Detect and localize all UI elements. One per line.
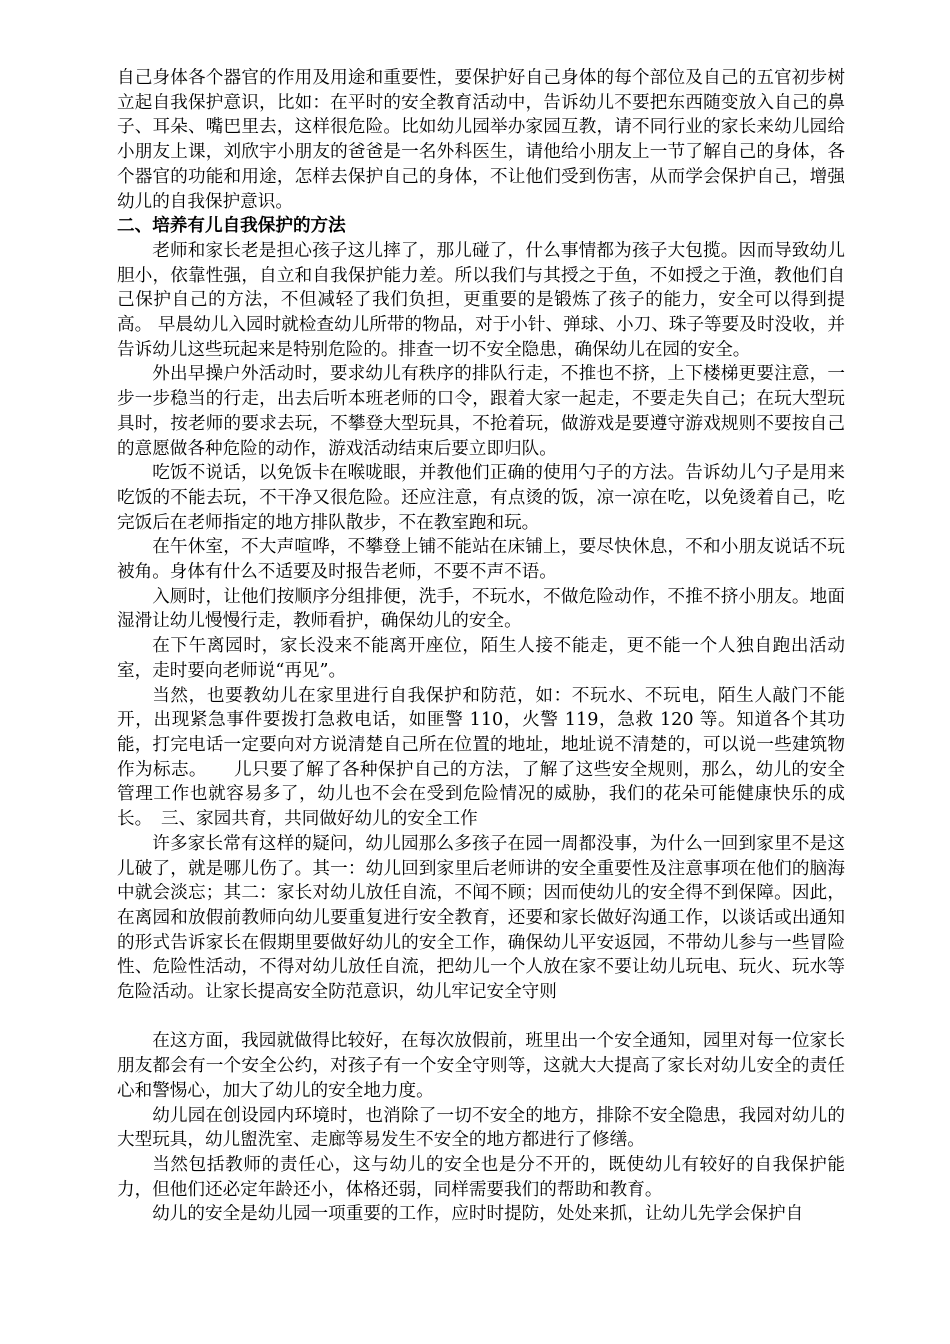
paragraph-mealtime: 吃饭不说话，以免饭卡在喉咙眼，并教他们正确的使用勺子的方法。告诉幼儿勺子是用来吃饭的不能去玩，不干净又很危险。还应注意，有点烫的饭，凉一凉在吃，以免烫着自己，吃完饭后在老师指定的地方排队散步，不在教室跑和玩。	[117, 463, 845, 533]
paragraph-environment: 幼儿园在创设园内环境时，也消除了一切不安全的地方，排除不安全隐患，我园对幼儿的大型玩具，幼儿盥洗室、走廊等易发生不安全的地方都进行了修缮。	[117, 1105, 845, 1151]
paragraph-parents-questions: 许多家长常有这样的疑问，幼儿园那么多孩子在园一周都没事，为什么一回到家里不是这儿破了，就是哪儿伤了。其一：幼儿回到家里后老师讲的安全重要性及注意事项在他们的脑海中就会淡忘；其二：家长对幼儿放任自流，不闻不顾；因而使幼儿的安全得不到保障。因此，在离园和放假前教师向幼儿要重复进行安全教育，还要和家长做好沟通工作，以谈话或出通知的形式告诉家长在假期里要做好幼儿的安全工作，确保幼儿平安返园，不带幼儿参与一些冒险性、危险性活动，不得对幼儿放任自流，把幼儿一个人放在家不要让幼儿玩电、玩火、玩水等危险活动。让家长提高安全防范意识，幼儿牢记安全守则	[117, 833, 845, 1003]
paragraph-safety-notice: 在这方面，我园就做得比较好，在每次放假前，班里出一个安全通知，园里对每一位家长朋友都会有一个安全公约，对孩子有一个安全守则等，这就大大提高了家长对幼儿安全的责任心和警惕心，加大了幼儿的安全地力度。	[117, 1031, 845, 1101]
paragraph-outdoor-activity: 外出早操户外活动时，要求幼儿有秩序的排队行走，不推也不挤，上下楼梯更要注意，一步一步稳当的行走，出去后听本班老师的口令，跟着大家一起走，不要走失自己；在玩大型玩具时，按老师的要求去玩，不攀登大型玩具，不抢着玩，做游戏是要遵守游戏规则不要按自己的意愿做各种危险的动作，游戏活动结束后要立即归队。	[117, 364, 845, 459]
paragraph-conclusion: 幼儿的安全是幼儿园一项重要的工作，应时时提防，处处来抓，让幼儿先学会保护自	[152, 1204, 804, 1225]
paragraph-home-safety: 当然，也要教幼儿在家里进行自我保护和防范，如：不玩水、不玩电，陌生人敲门不能开，出现紧急事件要拨打急救电话，如匪警 110，火警 119，急救 120 等。知道各个其功能，打完电话一定要向对方说清楚自己所在位置的地址，地址说不清楚的，可以说一些建筑物作为标志。 儿只要了解了各种保护自己的方法，了解了这些安全规则，那么，幼儿的安全管理工作也就容易多了，幼儿也不会在受到危险情况的威胁，我们的花朵可能健康快乐的成长。 三、家园共育，共同做好幼儿的安全工作	[117, 685, 845, 830]
section-heading-two: 二、培养有儿自我保护的方法	[117, 216, 346, 237]
paragraph-nap-room: 在午休室，不大声喧哗，不攀登上铺不能站在床铺上，要尽快休息，不和小朋友说话不玩被角。身体有什么不适要及时报告老师，不要不声不语。	[117, 537, 845, 583]
paragraph-afternoon-pickup: 在下午离园时，家长没来不能离开座位，陌生人接不能走，更不能一个人独自跑出活动室，走时要向老师说“再见”。	[117, 636, 845, 681]
blank-line	[117, 1005, 845, 1030]
paragraph-teacher-responsibility: 当然包括教师的责任心，这与幼儿的安全也是分不开的，既使幼儿有较好的自我保护能力，但他们还必定年龄还小，体格还弱，同样需要我们的帮助和教育。	[117, 1154, 845, 1200]
paragraph-teachers-parents: 老师和家长老是担心孩子这儿摔了，那儿碰了，什么事情都为孩子大包揽。因而导致幼儿胆小，依靠性强，自立和自我保护能力差。所以我们与其授之于鱼，不如授之于渔，教他们自己保护自己的方法，不但减轻了我们负担，更重要的是锻炼了孩子的能力，安全可以得到提高。 早晨幼儿入园时就检查幼儿所带的物品，对于小针、弹球、小刀、珠子等要及时没收，并告诉幼儿这些玩起来是特别危险的。排查一切不安全隐患，确保幼儿在园的安全。	[117, 240, 845, 360]
document-body	[117, 66, 845, 1227]
paragraph-intro: 自己身体各个器官的作用及用途和重要性，要保护好自己身体的每个部位及自己的五官初步树立起自我保护意识，比如：在平时的安全教育活动中，告诉幼儿不要把东西随变放入自己的鼻子、耳朵、嘴巴里去，这样很危险。比如幼儿园举办家园互教，请不同行业的家长来幼儿园给小朋友上课，刘欣宇小朋友的爸爸是一名外科医生，请他给小朋友上一节了解自己的身体，各个器官的功能和用途，怎样去保护自己的身体，不让他们受到伤害，从而学会保护自己，增强幼儿的自我保护意识。	[117, 68, 845, 212]
paragraph-restroom: 入厕时，让他们按顺序分组排便，洗手，不玩水，不做危险动作，不推不挤小朋友。地面湿滑让幼儿慢慢行走，教师看护，确保幼儿的安全。	[117, 586, 845, 632]
